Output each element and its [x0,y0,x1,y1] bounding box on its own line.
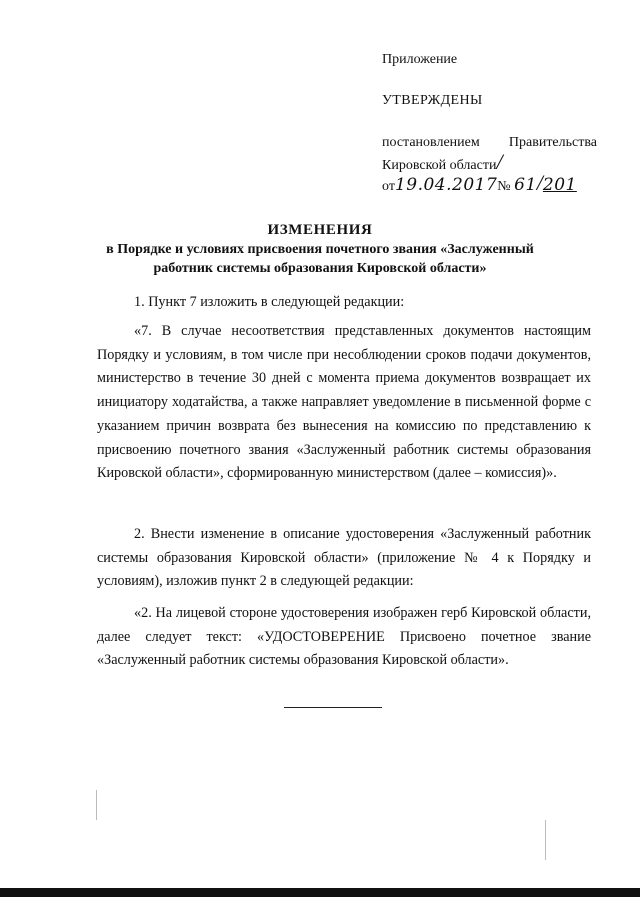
paragraph-3: 2. Внести изменение в описание удостоверения «Заслуженный работник системы образования Кировской области» (приложение № 4 к Порядку и условиям), изложив пункт 2 в следующей редакции: [97,526,591,590]
scan-artifact [545,820,546,860]
decree-line [382,133,597,152]
handwritten-number-b: 201 [542,175,577,195]
scan-artifact [96,790,97,820]
paragraph-1: 1. Пункт 7 изложить в следующей редакции: [134,294,405,310]
scan-bottom-edge [0,888,640,897]
handwritten-number-a: 61 [514,175,537,195]
decree-date-line: от19.04.2017№ 61/201 [382,170,577,195]
decree-org: Правительства [508,135,597,150]
paragraph-2: «7. В случае несоответствия представленных документов настоящим Порядку и условиям, в том числе при несоблюдении сроков подачи документов, министерство в течение 30 дней с момента приема документов возвращает их инициатору ходатайства, а также направляет уведомление в письменной форме с указанием причин возврата без вынесения на комиссию по представлению к присвоению почетного звания «Заслуженный работник системы образования Кировской области», сформированную министерством (далее – комиссия)». [97,323,591,482]
number-prefix: № [497,179,511,194]
decree-region: Кировской области/ [382,149,503,174]
paragraph-4: «2. На лицевой стороне удостоверения изображен герб Кировской области, далее следует текст: «УДОСТОВЕРЕНИЕ Присвоено почетное звание «Заслуженный работник системы образования Кировской области». [97,605,591,669]
date-prefix: от [382,179,395,194]
document-subtitle: в Порядке и условиях присвоения почетного звания «Заслуженный работник системы образования Кировской области» [106,242,534,276]
decree-word: постановлением [382,135,480,150]
end-divider [284,707,382,708]
approved-label: УТВЕРЖДЕНЫ [382,93,483,108]
handwritten-date: 19.04.2017 [394,175,498,195]
document-title: ИЗМЕНЕНИЯ [267,222,373,238]
appendix-label: Приложение [382,52,458,67]
decree-reference [382,133,597,175]
